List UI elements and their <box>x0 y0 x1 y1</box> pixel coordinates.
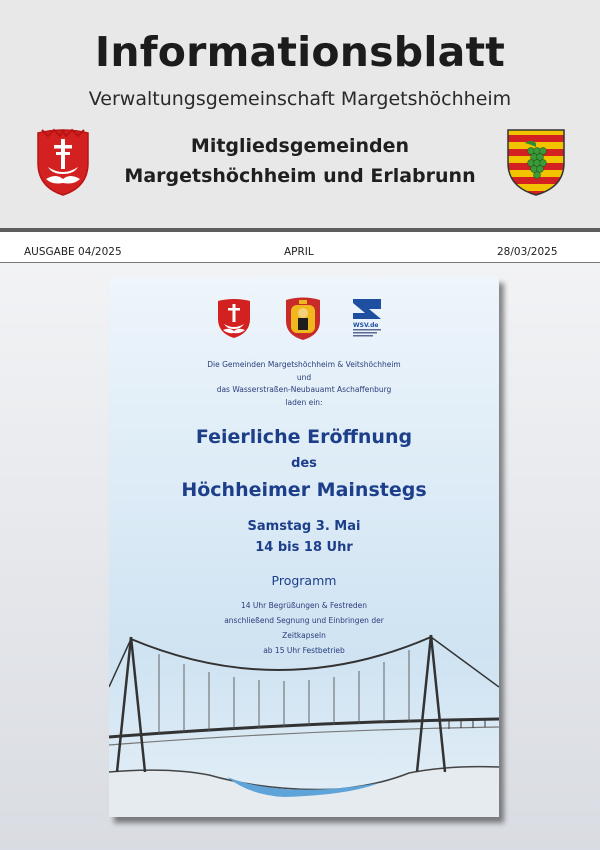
program-heading: Programm <box>271 573 337 588</box>
invite-line: und <box>296 372 312 382</box>
invite-line: laden ein: <box>285 397 323 407</box>
page-subtitle: Verwaltungsgemeinschaft Margetshöchheim <box>88 88 512 110</box>
event-day: Samstag 3. Mai <box>247 519 361 534</box>
invitation-text <box>109 359 499 409</box>
invite-line: Die Gemeinden Margetshöchheim & Veitshöchheim <box>207 360 401 369</box>
members-names: Margetshöchheim und Erlabrunn <box>124 165 476 187</box>
member-municipalities <box>100 131 500 191</box>
wsv-logo-icon <box>351 297 395 339</box>
invite-line: das Wasserstraßen-Neubauamt Aschaffenburg <box>216 385 392 394</box>
poster-title-subject: Höchheimer Mainstegs <box>181 479 427 501</box>
event-time: 14 bis 18 Uhr <box>255 540 353 555</box>
page-title: Informationsblatt <box>94 28 506 76</box>
poster-title-connector: des <box>291 456 317 471</box>
masthead <box>0 0 600 228</box>
erlabrunn-crest-icon <box>505 127 567 197</box>
event-date <box>109 516 499 558</box>
poster-title: Feierliche Eröffnung <box>195 426 413 448</box>
program-item: 14 Uhr Begrüßungen & Festreden <box>241 601 367 610</box>
event-poster <box>109 277 499 817</box>
margetshoechheim-crest-icon <box>216 297 252 339</box>
issue-month: APRIL <box>284 246 314 258</box>
program-item: Zeitkapseln <box>282 631 326 640</box>
wsv-logo-text: WSV.de <box>353 322 379 329</box>
margetshoechheim-crest-icon <box>34 127 92 197</box>
veitshoechheim-crest-icon <box>283 295 323 341</box>
issue-info-bar <box>0 232 600 262</box>
issue-number: AUSGABE 04/2025 <box>24 246 122 258</box>
program-item: anschließend Segnung und Einbringen der <box>224 616 384 625</box>
issue-date: 28/03/2025 <box>497 246 558 258</box>
members-heading: Mitgliedsgemeinden <box>190 135 410 157</box>
program-item: ab 15 Uhr Festbetrieb <box>263 646 345 655</box>
bridge-illustration <box>109 627 499 817</box>
